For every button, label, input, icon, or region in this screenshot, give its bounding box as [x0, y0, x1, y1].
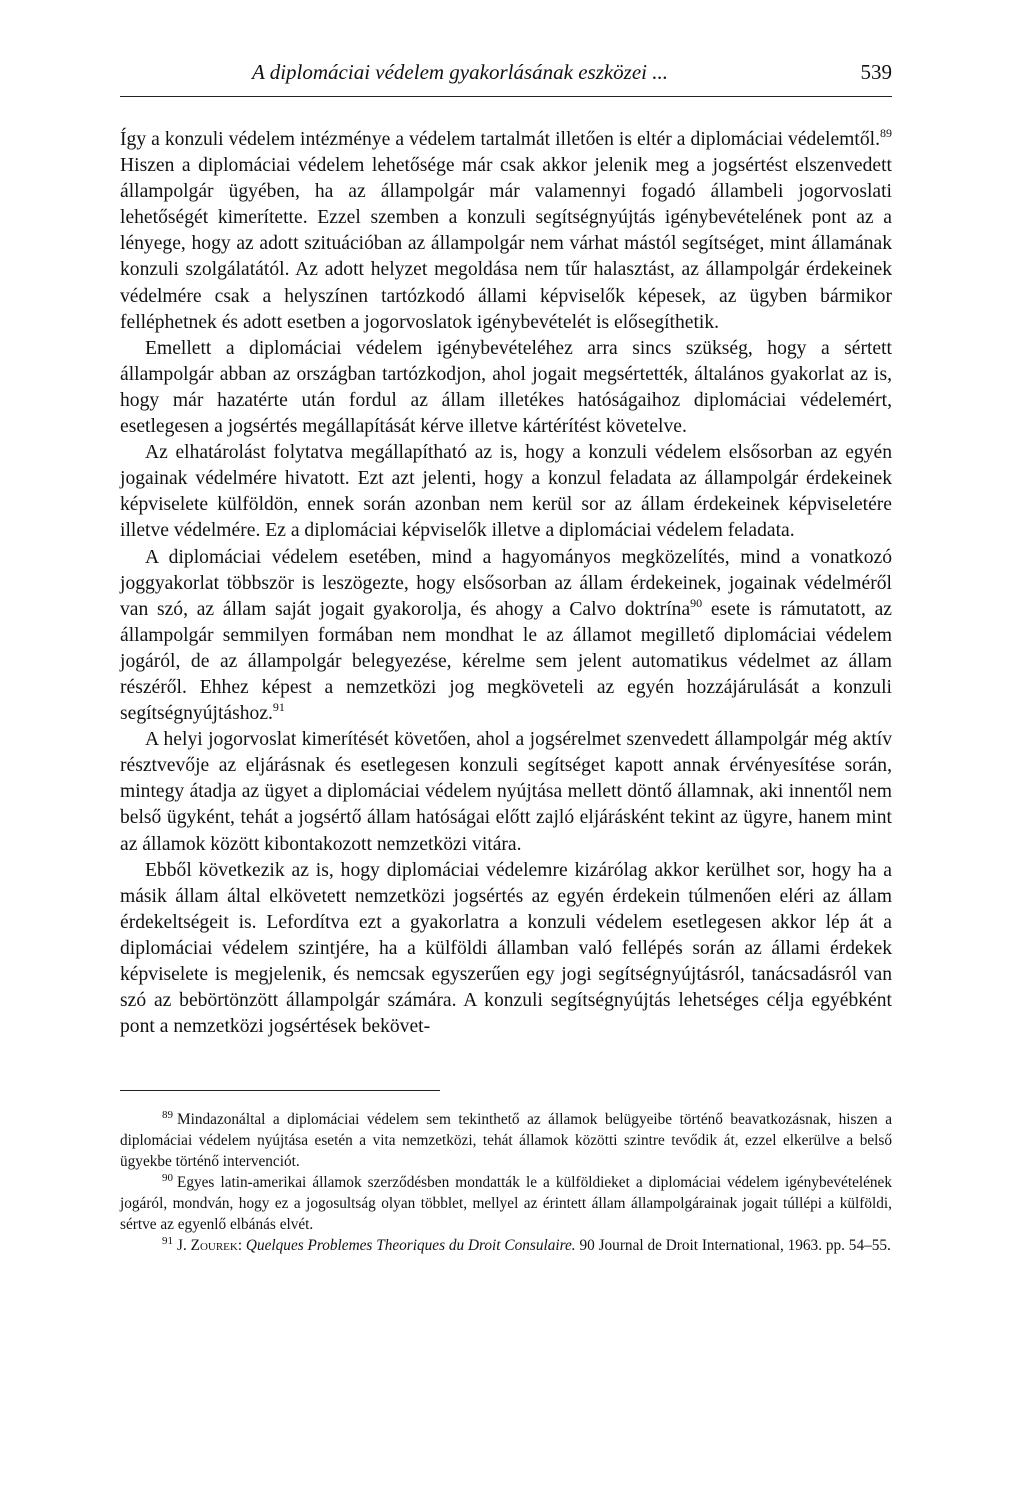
footnote-rule — [120, 1090, 440, 1091]
paragraph: Az elhatárolást folytatva megállapítható az is, hogy a konzuli védelem elsősorban az egyén jogainak védelmére hivatott. Ezt azt jelenti, hogy a konzul feladata az állampolgár érdekeinek képviselete külföldön, ennek során azonban nem kerül sor az állam érdekeinek képviseletére illetve védelmére. Ez a diplomáciai képviselők illetve a diplomáciai védelem feladata. — [120, 442, 892, 542]
running-title: A diplomáciai védelem gyakorlásának eszközei ... — [252, 60, 669, 84]
paragraph — [120, 545, 892, 728]
paragraph-text: Így a konzuli védelem intézménye a védelem tartalmát illetően is eltér a diplomáciai védelemtől. — [120, 129, 880, 150]
footnote — [120, 1109, 892, 1172]
paragraph: A helyi jogorvoslat kimerítését követően, ahol a jogsérelmet szenvedett állampolgár még aktív résztvevője az eljárásnak és esetlegesen konzuli segítséget kapott annak érvényesítése során, mintegy átadja az ügyet a diplomáciai védelem nyújtása mellett döntő államnak, aki innentől nem belső ügyként, tehát a jogsértő állam hatóságai előtt zajló eljárásként tekint az ügyre, hanem mint az államok között kibontakozott nemzetközi vitára. — [120, 729, 892, 855]
paragraph: Ebből következik az is, hogy diplomáciai védelemre kizárólag akkor kerülhet sor, hogy ha a másik állam által elkövetett nemzetközi jogsértés az egyén érdekein túlmenően eléri az állam érdekeltségeit is. Lefordítva ezt a gyakorlatra a konzuli védelem esetlegesen akkor lép át a diplomáciai védelem szintjére, ha a külföldi államban való fellépés során az állami érdekek képviselete is megjelenik, és nemcsak egyszerűen egy jogi segítségnyújtásról, tanácsadásról van szó az bebörtönzött állampolgár számára. A konzuli segítségnyújtás lehetséges célja egyébként pont a nemzetközi jogsértések bekövet- — [120, 859, 892, 1038]
paragraph-text: esete is rámutatott, az állampolgár semmilyen formában nem mondhat le az államot megillető diplomáciai védelem jogáról, de az állampolgár belegyezése, kérelme sem jelent automatikus védelmet az állam részéről. Ehhez képest a nemzetközi jog megköveteli az egyén hozzájárulását a konzuli segítségnyújtáshoz. — [120, 598, 892, 725]
footnote-author: Zourek — [190, 1237, 238, 1255]
footnote — [120, 1235, 892, 1256]
footnote-ref[interactable]: 91 — [272, 700, 285, 715]
running-header — [120, 56, 892, 96]
book-page — [120, 56, 892, 1256]
footnote — [120, 1172, 892, 1235]
footnote-title: Quelques Problemes Theoriques du Droit Consulaire. — [245, 1237, 576, 1255]
footnote-text: Egyes latin-amerikai államok szerződésben mondatták le a külföldieket a diplomáciai védelem igénybevételének jogáról, mondván, hogy ez a jogosultság olyan többlet, mellyel az érintett állam állampolgárainak jogait túllépi a külföldi, sértve az egyenlő elbánás elvét. — [120, 1174, 892, 1234]
footnotes — [120, 1109, 892, 1256]
footnote-number: 91 — [162, 1235, 173, 1248]
footnote-author-initial: J. — [177, 1237, 191, 1255]
footnote-separator: : — [237, 1237, 246, 1255]
paragraph: Emellett a diplomáciai védelem igénybevételéhez arra sincs szükség, hogy a sértett állampolgár abban az országban tartózkodjon, ahol jogait megsértették, általános gyakorlat az is, hogy már hazatérte után fordul az állam illetékes hatóságaihoz diplomáciai védelemért, esetlegesen a jogsértés megállapítását kérve illetve kártérítést követelve. — [120, 337, 892, 438]
body-text — [120, 127, 892, 1040]
footnote-text: 90 Journal de Droit International, 1963. pp. 54–55. — [575, 1237, 891, 1255]
footnote-ref[interactable]: 89 — [880, 126, 892, 140]
footnote-ref[interactable]: 90 — [690, 595, 703, 610]
footnote-number: 89 — [162, 1109, 173, 1122]
header-rule — [120, 96, 892, 97]
paragraph-text: Hiszen a diplomáciai védelem lehetősége már csak akkor jelenik meg a jogsértést elszenvedett állampolgár ügyében, ha az állampolgár már valamennyi fogadó állambeli jogorvoslati lehetőségét kimerítette. Ezzel szemben a konzuli segítségnyújtás igénybevételének pont az a lényege, hogy az adott szituációban az állampolgár nem várhat mástól segítséget, mint államának konzuli szolgálatától. Az adott helyzet megoldása nem tűr halasztást, az állampolgár érdekeinek védelmére csak a helyszínen tartózkodó állami képviselők képesek, az ügyben bármikor felléphetnek és adott esetben a jogorvoslatok igénybevételét is elősegíthetik. — [120, 155, 892, 333]
footnote-number: 90 — [162, 1172, 173, 1185]
paragraph-text: A diplomáciai védelem esetében, mind a hagyományos megközelítés, mind a vonatkozó joggyakorlat többször is leszögezte, hogy elsősorban az állam érdekeinek, jogainak védelméről van szó, az állam saját jogait gyakorolja, és ahogy a Calvo doktrína — [120, 546, 892, 620]
paragraph — [120, 127, 892, 336]
page-number: 539 — [860, 60, 892, 84]
footnote-text: Mindazonáltal a diplomáciai védelem sem tekinthető az államok belügyeibe történő beavatkozásnak, hiszen a diplomáciai védelem nyújtása esetén a vita nemzetközi, tehát államok közötti szintre tevődik át, ezzel elkerülve a belső ügyekbe történő intervenciót. — [120, 1111, 892, 1171]
